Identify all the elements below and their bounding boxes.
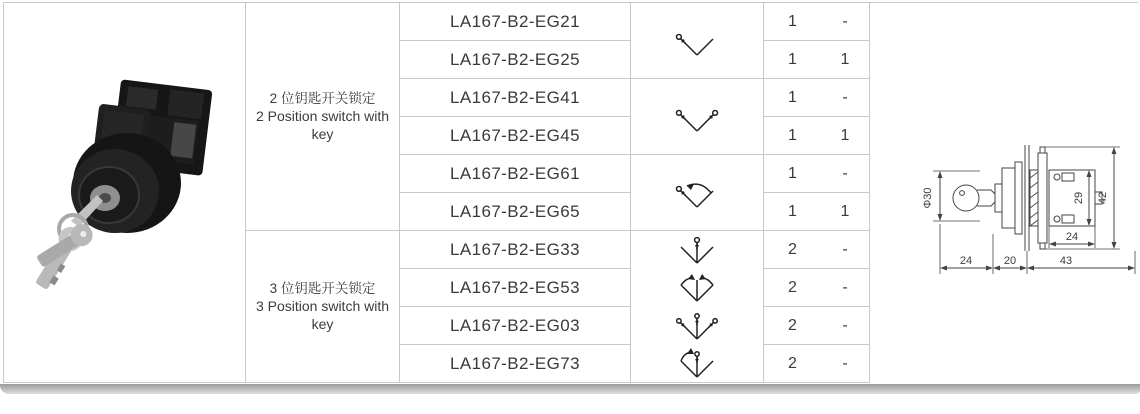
table-top-border-extension	[870, 2, 1138, 3]
contact-count-1: 2	[764, 269, 821, 307]
contact-count-2: 1	[821, 117, 870, 155]
dim-block-height: 29	[1073, 191, 1085, 205]
two-position-key-left-icon	[631, 3, 764, 79]
dim-total-height: 42	[1097, 191, 1109, 205]
contact-count-1: 1	[764, 79, 821, 117]
model-number: LA167-B2-EG53	[400, 269, 631, 307]
contact-count-1: 1	[764, 117, 821, 155]
key-selector-switch-photo	[15, 73, 235, 313]
three-position-key-all-icon	[665, 307, 729, 345]
contact-count-2: -	[821, 269, 870, 307]
contact-count-2: 1	[821, 41, 870, 79]
three-position-key-center-spring-left-icon	[665, 345, 729, 383]
dim-bezel-depth: 20	[1003, 255, 1017, 267]
contact-count-1: 1	[764, 193, 821, 231]
model-number: LA167-B2-EG41	[400, 79, 631, 117]
dim-key-width: 24	[959, 255, 973, 267]
contact-count-1: 2	[764, 345, 821, 383]
model-number: LA167-B2-EG65	[400, 193, 631, 231]
product-table	[3, 2, 870, 383]
two-position-key-left-spring-return-icon	[631, 155, 764, 231]
model-number: LA167-B2-EG45	[400, 117, 631, 155]
three-position-symbols-cell	[631, 231, 764, 383]
contact-count-2: -	[821, 345, 870, 383]
dim-diameter: Φ30	[922, 187, 934, 209]
contact-count-2: 1	[821, 193, 870, 231]
contact-count-2: -	[821, 307, 870, 345]
contact-count-2: -	[821, 231, 870, 269]
group-label-3-position	[246, 231, 400, 383]
group-label-en: 2 Position switch with key	[255, 108, 390, 143]
model-number: LA167-B2-EG73	[400, 345, 631, 383]
contact-count-1: 1	[764, 3, 821, 41]
dim-block-depth: 24	[1065, 231, 1079, 243]
model-number: LA167-B2-EG33	[400, 231, 631, 269]
dim-body-depth: 43	[1059, 255, 1073, 267]
group-label-cn: 3 位钥匙开关锁定	[269, 280, 376, 296]
contact-count-1: 1	[764, 155, 821, 193]
dimension-drawing	[898, 134, 1140, 284]
contact-count-2: -	[821, 3, 870, 41]
two-position-key-both-icon	[631, 79, 764, 155]
contact-count-2: -	[821, 79, 870, 117]
three-position-key-center-icon	[665, 231, 729, 269]
contact-count-2: -	[821, 155, 870, 193]
contact-count-1: 1	[764, 41, 821, 79]
contact-count-1: 2	[764, 231, 821, 269]
product-photo-cell	[4, 3, 246, 383]
group-label-cn: 2 位钥匙开关锁定	[269, 90, 376, 106]
sheet-bottom-edge	[0, 384, 1140, 394]
three-position-spring-return-both-icon	[665, 269, 729, 307]
model-number: LA167-B2-EG03	[400, 307, 631, 345]
model-number: LA167-B2-EG25	[400, 41, 631, 79]
model-number: LA167-B2-EG61	[400, 155, 631, 193]
group-label-2-position	[246, 3, 400, 231]
model-number: LA167-B2-EG21	[400, 3, 631, 41]
contact-count-1: 2	[764, 307, 821, 345]
group-label-en: 3 Position switch with key	[255, 298, 390, 333]
